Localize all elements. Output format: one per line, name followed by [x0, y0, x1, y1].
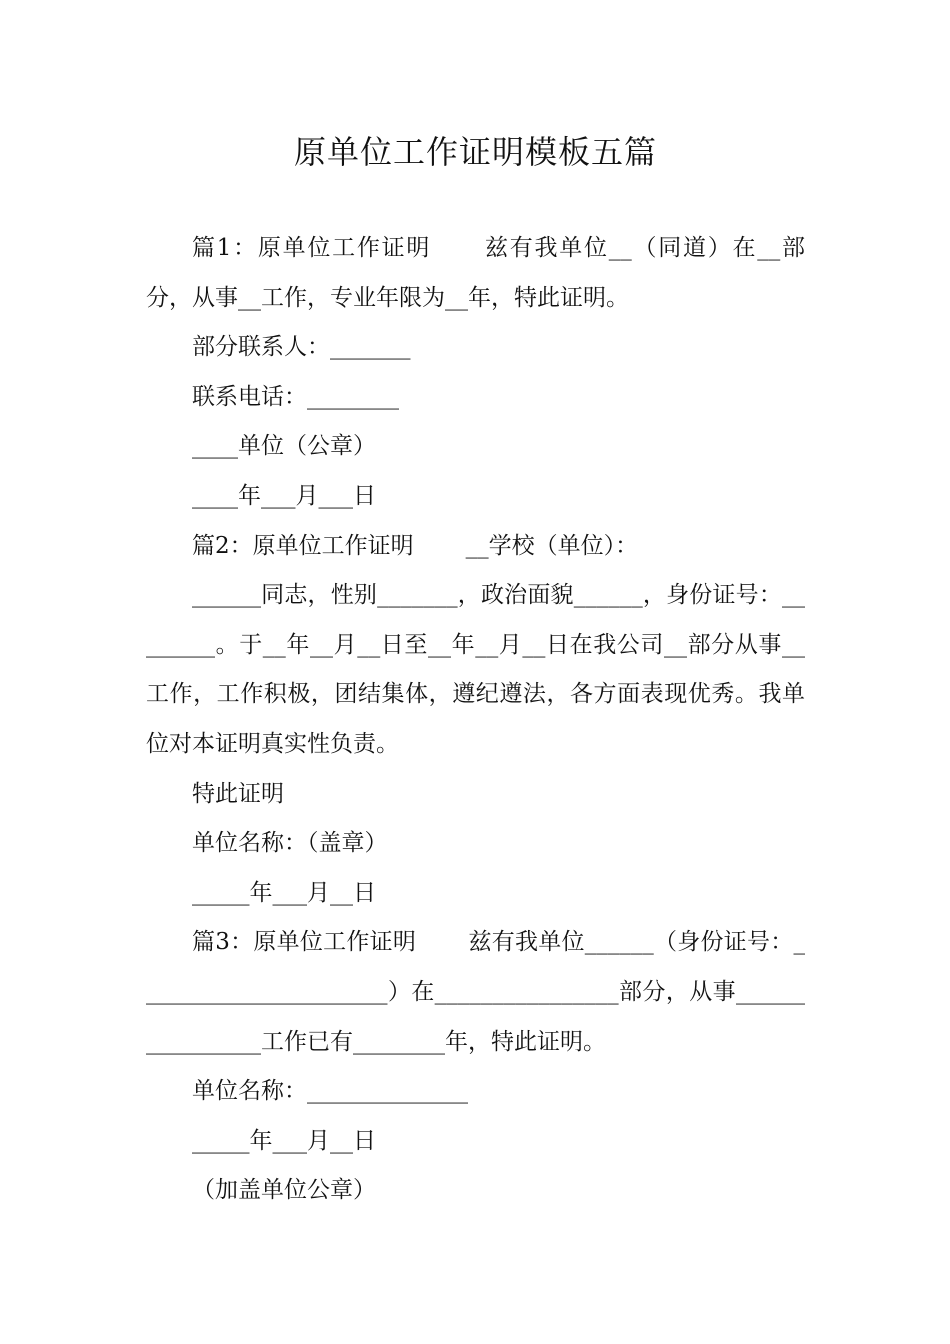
paragraph-date: _____年___月__日	[192, 1127, 376, 1154]
section-heading: 篇2：原单位工作证明	[192, 532, 414, 559]
paragraph-contact-person: 部分联系人：_______	[192, 334, 411, 361]
document-body	[146, 224, 805, 1216]
paragraph-date: ____年___月___日	[192, 482, 376, 509]
section-heading: 篇1：原单位工作证明	[192, 235, 432, 261]
document-title: 原单位工作证明模板五篇	[293, 133, 657, 171]
paragraph-unit-name-seal: 单位名称：（盖章）	[192, 830, 388, 857]
paragraph-seal-note: （加盖单位公章）	[192, 1177, 376, 1204]
paragraph-text: 兹有我单位__（同道）在__部分，从事__工作，专业年限为__年，特此证明。	[146, 235, 805, 311]
paragraph-hereby-certify: 特此证明	[192, 780, 284, 807]
paragraph-section-1	[146, 224, 805, 323]
paragraph-text: 兹有我单位______（身份证号：______________________）在________________部分，从事________________工作已有________年，特此证明。	[146, 929, 805, 1055]
paragraph-contact-phone: 联系电话：________	[192, 383, 399, 410]
paragraph-text: __学校（单位）：	[465, 532, 639, 559]
paragraph-section-3	[146, 918, 805, 1067]
paragraph-date: _____年___月__日	[192, 879, 376, 906]
paragraph-section-2	[146, 522, 805, 572]
section-heading: 篇3：原单位工作证明	[192, 929, 417, 956]
paragraph-unit-name: 单位名称：______________	[192, 1078, 468, 1105]
paragraph-certificate-body: ______同志，性别_______，政治面貌______，身份证号：________。于__年__月__日至__年__月__日在我公司__部分从事__工作，工作积极，团结集体，遵纪遵法，各方面表现优秀。我单位对本证明真实性负责。	[146, 582, 805, 757]
paragraph-unit-seal: ____单位（公章）	[192, 433, 376, 460]
